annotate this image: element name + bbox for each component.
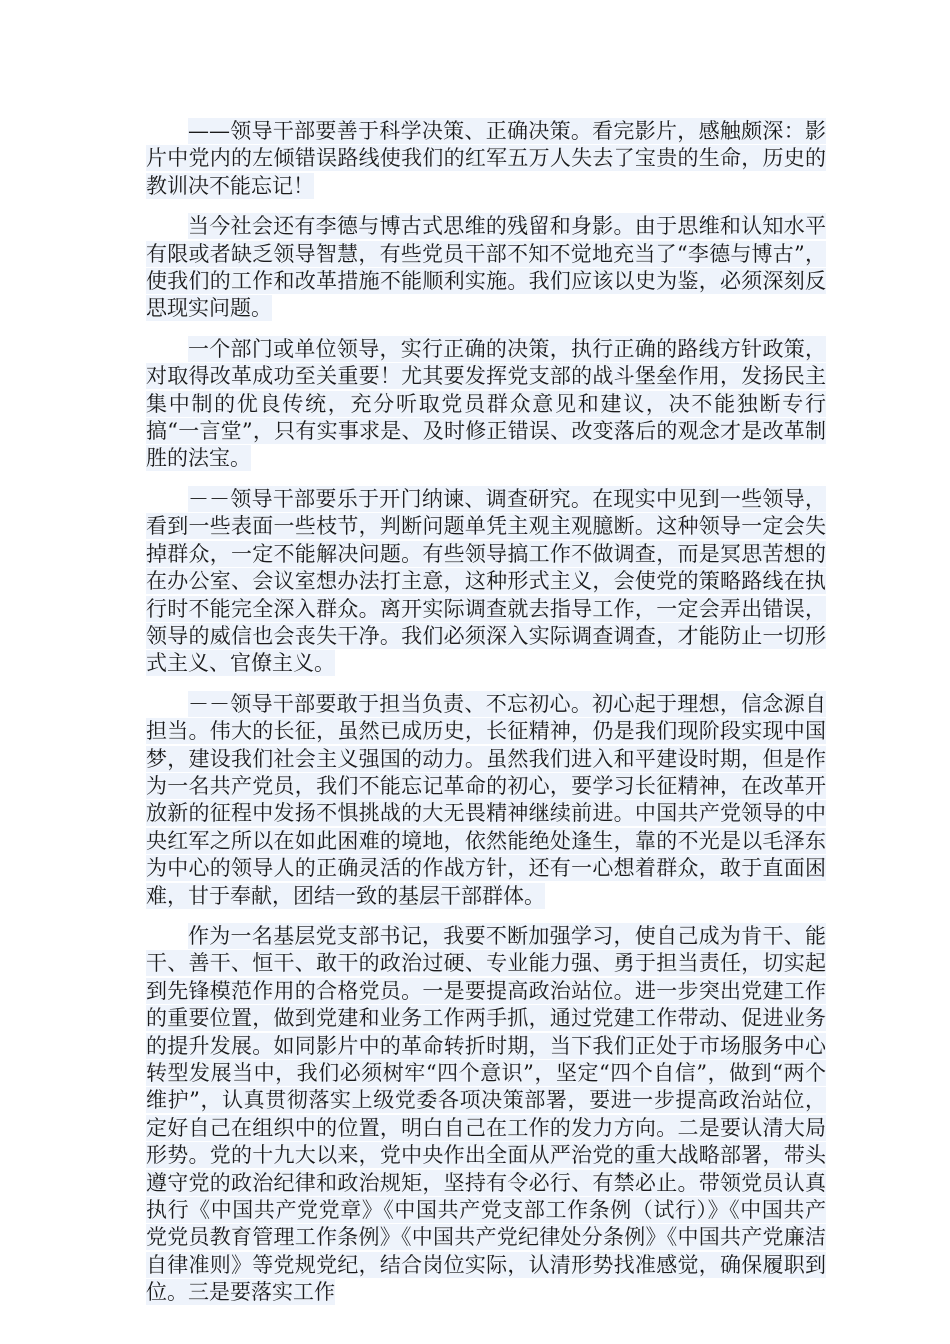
- document-body: [146, 118, 826, 1320]
- paragraph-text: 当今社会还有李德与博古式思维的残留和身影。由于思维和认知水平有限或者缺乏领导智慧，有些党员干部不知不觉地充当了“李德与博古”，使我们的工作和改革措施不能顺利实施。我们应该以史为鉴，必须深刻反思现实问题。: [146, 214, 826, 321]
- paragraph-branch-secretary: [146, 923, 826, 1307]
- paragraph-correct-policy: [146, 336, 826, 473]
- paragraph-reflection: [146, 213, 826, 323]
- paragraph-text: ——领导干部要善于科学决策、正确决策。看完影片，感触颇深：影片中党内的左倾错误路线使我们的红军五万人失去了宝贵的生命，历史的教训决不能忘记！: [146, 119, 826, 198]
- paragraph-responsibility: [146, 691, 826, 910]
- paragraph-text: －－领导干部要乐于开门纳谏、调查研究。在现实中见到一些领导，看到一些表面一些枝节，判断问题单凭主观主观臆断。这种领导一定会失掉群众，一定不能解决问题。有些领导搞工作不做调查，而是冥思苦想的在办公室、会议室想办法打主意，这种形式主义，会使党的策略路线在执行时不能完全深入群众。离开实际调查就去指导工作，一定会弄出错误，领导的威信也会丧失干净。我们必须深入实际调查调查，才能防止一切形式主义、官僚主义。: [146, 486, 826, 676]
- paragraph-investigation: [146, 486, 826, 678]
- paragraph-text: －－领导干部要敢于担当负责、不忘初心。初心起于理想，信念源自担当。伟大的长征，虽然已成历史，长征精神，仍是我们现阶段实现中国梦，建设我们社会主义强国的动力。虽然我们进入和平建设时期，但是作为一名共产党员，我们不能忘记革命的初心，要学习长征精神，在改革开放新的征程中发扬不惧挑战的大无畏精神继续前进。中国共产党领导的中央红军之所以在如此困难的境地，依然能绝处逢生，靠的不光是以毛泽东为中心的领导人的正确灵活的作战方针，还有一心想着群众，敢于直面困难，甘于奉献，团结一致的基层干部群体。: [146, 691, 826, 908]
- paragraph-decision-making: [146, 118, 826, 200]
- paragraph-text: 作为一名基层党支部书记，我要不断加强学习，使自己成为肯干、能干、善干、恒干、敢干的政治过硬、专业能力强、勇于担当责任，切实起到先锋模范作用的合格党员。一是要提高政治站位。进一步突出党建工作的重要位置，做到党建和业务工作两手抓，通过党建工作带动、促进业务的提升发展。如同影片中的革命转折时期，当下我们正处于市场服务中心转型发展当中，我们必须树牢“四个意识”，坚定“四个自信”，做到“两个维护”，认真贯彻落实上级党委各项决策部署，要进一步提高政治站位，定好自己在组织中的位置，明白自己在工作的发力方向。二是要认清大局形势。党的十九大以来，党中央作出全面从严治党的重大战略部署，带头遵守党的政治纪律和政治规矩，坚持有令必行、有禁必止。带领党员认真执行《中国共产党党章》《中国共产党支部工作条例（试行）》《中国共产党党员教育管理工作条例》《中国共产党纪律处分条例》《中国共产党廉洁自律准则》等党规党纪，结合岗位实际，认清形势找准感觉，确保履职到位。三是要落实工作: [146, 923, 826, 1305]
- paragraph-text: 一个部门或单位领导，实行正确的决策，执行正确的路线方针政策，对取得改革成功至关重要！尤其要发挥党支部的战斗堡垒作用，发扬民主集中制的优良传统，充分听取党员群众意见和建议，决不能独断专行搞“一言堂”，只有实事求是、及时修正错误、改变落后的观念才是改革制胜的法宝。: [146, 336, 826, 471]
